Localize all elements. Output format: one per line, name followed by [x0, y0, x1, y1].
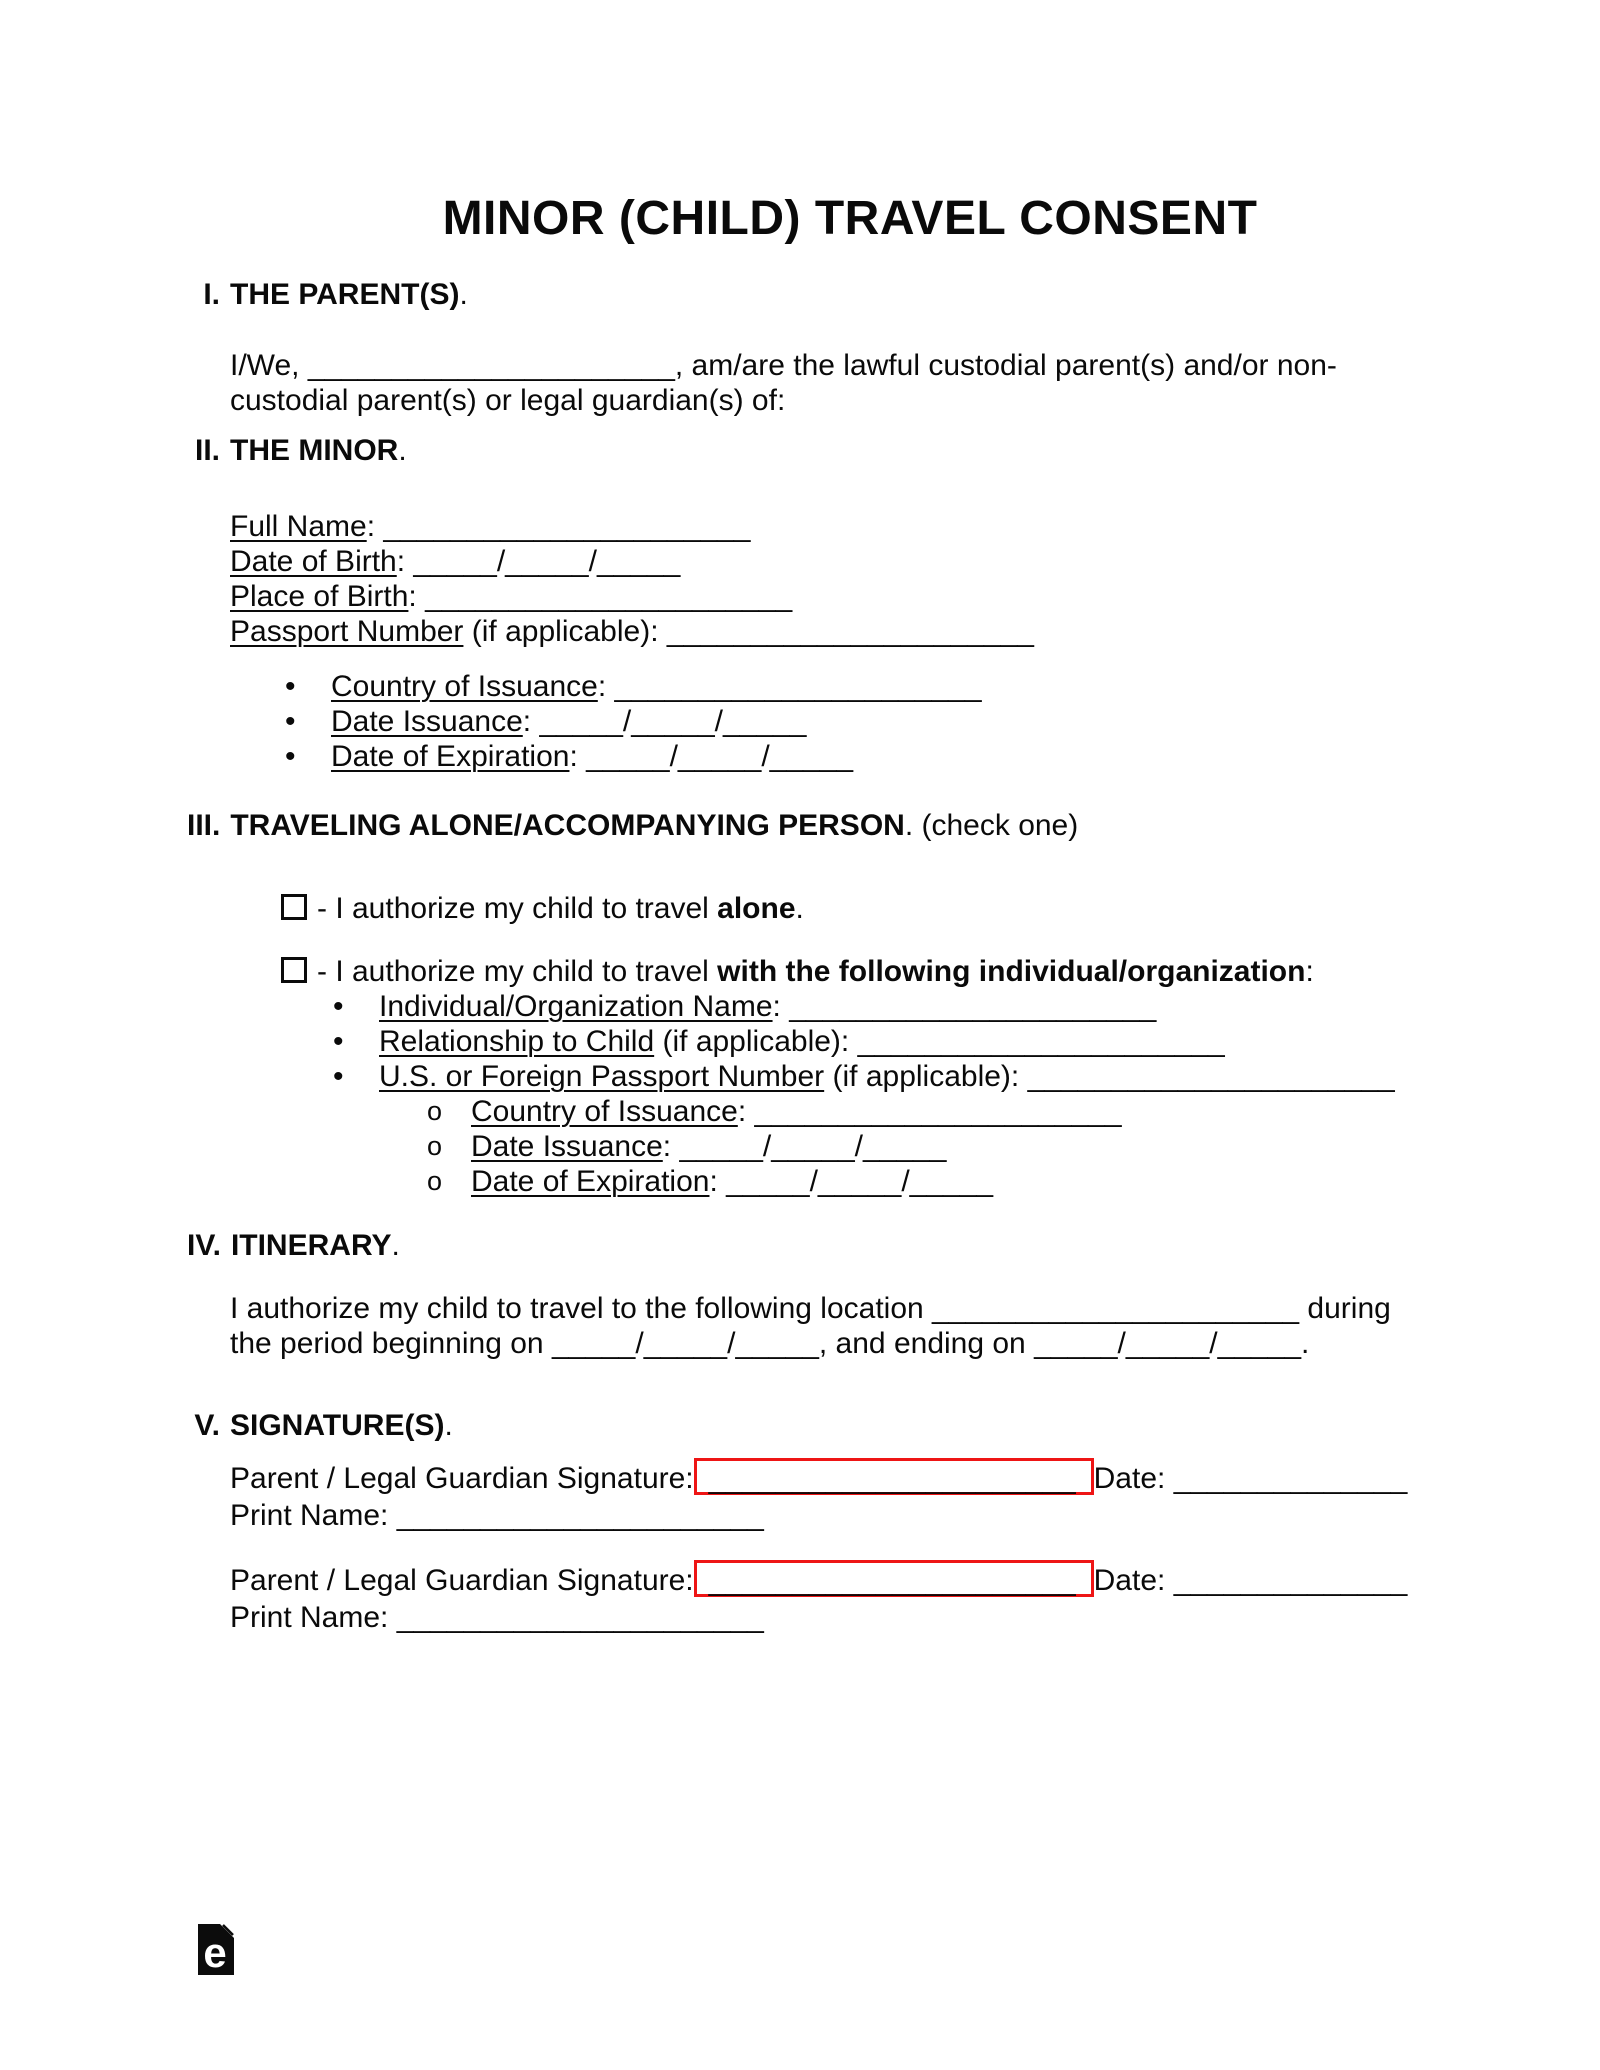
option-text: - I authorize my child to travel — [317, 955, 718, 988]
itinerary-line1 — [230, 1291, 1560, 1326]
accompanying-person-details — [187, 989, 1560, 1199]
print-name-row-1 — [187, 1498, 1560, 1533]
print-name-blank-1[interactable]: ______________________ — [396, 1499, 764, 1532]
itinerary-line2 — [230, 1326, 1560, 1361]
signature-row-2 — [187, 1560, 1560, 1598]
eforms-logo-icon — [198, 1924, 234, 1975]
section-heading-minor — [187, 433, 1560, 468]
field-separator: : — [408, 580, 426, 613]
bullet-icon: • — [333, 1025, 344, 1058]
circle-bullet-icon: o — [427, 1131, 443, 1161]
date-of-birth-blank[interactable]: _____/_____/_____ — [413, 545, 681, 578]
bullet-icon: • — [285, 670, 296, 703]
us-foreign-passport-number-blank[interactable]: ______________________ — [1027, 1060, 1395, 1093]
field-label: Country of Issuance — [471, 1095, 738, 1128]
field-label: Date of Expiration — [471, 1165, 710, 1198]
parent-statement-line1 — [230, 348, 1560, 383]
full-name-blank[interactable]: ______________________ — [383, 510, 751, 543]
signature-row-1 — [187, 1458, 1560, 1496]
accompanying-country-of-issuance-blank[interactable]: ______________________ — [754, 1095, 1122, 1128]
print-name-blank-2[interactable]: ______________________ — [396, 1601, 764, 1634]
field-place-of-birth — [230, 579, 1560, 614]
field-label: Date of Birth — [230, 545, 397, 578]
field-separator: : — [709, 1165, 727, 1198]
section-title: TRAVELING ALONE/ACCOMPANYING PERSON — [230, 809, 905, 842]
date-label: Date: — [1093, 1462, 1174, 1495]
parent-names-blank[interactable]: ______________________ — [307, 349, 675, 382]
country-of-issuance-blank[interactable]: ______________________ — [614, 670, 982, 703]
date-label: Date: — [1093, 1564, 1174, 1597]
option-travel-alone — [187, 891, 1560, 926]
field-separator: : — [396, 545, 414, 578]
bullet-icon: • — [285, 740, 296, 773]
statement-text: the period beginning on — [230, 1327, 552, 1360]
field-label: Country of Issuance — [331, 670, 598, 703]
minor-fields — [187, 509, 1560, 649]
signature-line[interactable]: ______________________ — [708, 1564, 1076, 1597]
sublist-item-date-of-expiration — [187, 1164, 1560, 1199]
bullet-icon: • — [333, 990, 344, 1023]
section-number: III. — [187, 809, 221, 842]
travel-location-blank[interactable]: ______________________ — [932, 1292, 1300, 1325]
relationship-to-child-blank[interactable]: ______________________ — [857, 1025, 1225, 1058]
list-item-us-foreign-passport-number — [187, 1059, 1560, 1094]
sublist-item-country-of-issuance — [187, 1094, 1560, 1129]
section-suffix: . — [398, 434, 407, 467]
field-separator: : — [737, 1095, 755, 1128]
logo-letter: e — [203, 1929, 227, 1975]
field-separator: : — [366, 510, 384, 543]
section-title: SIGNATURE(S) — [230, 1409, 445, 1442]
field-separator: : — [662, 1130, 680, 1163]
place-of-birth-blank[interactable]: ______________________ — [425, 580, 793, 613]
print-name-label: Print Name: — [230, 1499, 397, 1532]
section-heading-traveling — [187, 808, 1560, 843]
list-item-date-issuance — [187, 704, 1560, 739]
parent-statement-line2: custodial parent(s) or legal guardian(s) of: — [230, 384, 786, 417]
section-suffix: . — [391, 1229, 400, 1262]
field-label: Date Issuance — [331, 705, 523, 738]
field-label: U.S. or Foreign Passport Number — [379, 1060, 825, 1093]
list-item-relationship-to-child — [187, 1024, 1560, 1059]
section-title: ITINERARY — [230, 1229, 392, 1262]
statement-text: during — [1299, 1292, 1391, 1325]
field-full-name — [230, 509, 1560, 544]
field-label: Full Name — [230, 510, 367, 543]
section-number: II. — [194, 434, 220, 467]
option-text: - I authorize my child to travel — [317, 892, 718, 925]
section-suffix: . — [459, 278, 468, 311]
section-heading-parents — [187, 277, 1560, 312]
section-number: IV. — [187, 1229, 221, 1262]
list-item-country-of-issuance — [187, 669, 1560, 704]
section-heading-itinerary — [187, 1228, 1560, 1263]
section-suffix: . — [444, 1409, 453, 1442]
begin-date-blank[interactable]: _____/_____/_____ — [551, 1327, 819, 1360]
signature-field-1[interactable] — [694, 1458, 1094, 1495]
option-text-bold: alone — [717, 892, 796, 925]
list-item-date-of-expiration — [187, 739, 1560, 774]
field-separator: : — [569, 740, 587, 773]
field-label: Date of Expiration — [331, 740, 570, 773]
section-title: THE MINOR — [230, 434, 399, 467]
statement-text: , and ending on — [818, 1327, 1035, 1360]
print-name-row-2 — [187, 1600, 1560, 1635]
sublist-item-date-issuance — [187, 1129, 1560, 1164]
signature-line[interactable]: ______________________ — [708, 1462, 1076, 1495]
field-label: Relationship to Child — [379, 1025, 655, 1058]
bullet-icon: • — [285, 705, 296, 738]
accompanying-date-of-expiration-blank[interactable]: _____/_____/_____ — [726, 1165, 994, 1198]
section-number: I. — [203, 278, 220, 311]
field-label: Individual/Organization Name — [379, 990, 773, 1023]
section-heading-signatures — [187, 1408, 1560, 1443]
minor-passport-details — [187, 669, 1560, 774]
field-label: Place of Birth — [230, 580, 409, 613]
signature-date-blank-2[interactable]: ______________ — [1173, 1564, 1408, 1597]
itinerary-statement — [187, 1291, 1560, 1361]
print-name-label: Print Name: — [230, 1601, 397, 1634]
section-title: THE PARENT(S) — [230, 278, 460, 311]
signature-label: Parent / Legal Guardian Signature: — [230, 1462, 694, 1495]
option-text: . — [795, 892, 804, 925]
signature-field-2[interactable] — [694, 1560, 1094, 1597]
field-label: Date Issuance — [471, 1130, 663, 1163]
section-number: V. — [194, 1409, 220, 1442]
circle-bullet-icon: o — [427, 1166, 443, 1196]
accompanying-date-issuance-blank[interactable]: _____/_____/_____ — [679, 1130, 947, 1163]
parent-statement — [187, 348, 1560, 418]
option-travel-with — [187, 954, 1560, 989]
passport-number-blank[interactable]: ______________________ — [666, 615, 1034, 648]
circle-bullet-icon: o — [427, 1096, 443, 1126]
statement-text: . — [1301, 1327, 1310, 1360]
field-separator: : — [772, 990, 790, 1023]
checkbox-travel-with[interactable] — [281, 957, 307, 983]
statement-text: I authorize my child to travel to the following location — [230, 1292, 933, 1325]
checkbox-travel-alone[interactable] — [281, 894, 307, 920]
end-date-blank[interactable]: _____/_____/_____ — [1034, 1327, 1302, 1360]
signature-date-blank-1[interactable]: ______________ — [1173, 1462, 1408, 1495]
document-title: MINOR (CHILD) TRAVEL CONSENT — [442, 192, 1258, 245]
field-label: Passport Number — [230, 615, 464, 648]
list-item-individual-organization-name — [187, 989, 1560, 1024]
field-separator: : — [522, 705, 540, 738]
option-text-bold: with the following individual/organization — [717, 955, 1306, 988]
field-separator: : — [597, 670, 615, 703]
field-separator: (if applicable): — [824, 1060, 1028, 1093]
field-date-of-birth — [230, 544, 1560, 579]
bullet-icon: • — [333, 1060, 344, 1093]
date-of-expiration-blank[interactable]: _____/_____/_____ — [586, 740, 854, 773]
individual-organization-name-blank[interactable]: ______________________ — [789, 990, 1157, 1023]
date-issuance-blank[interactable]: _____/_____/_____ — [539, 705, 807, 738]
field-separator: (if applicable): — [654, 1025, 858, 1058]
statement-text: , am/are the lawful custodial parent(s) and/or non- — [674, 349, 1337, 382]
signature-label: Parent / Legal Guardian Signature: — [230, 1564, 694, 1597]
field-passport-number — [230, 614, 1560, 649]
section-suffix: . (check one) — [904, 809, 1079, 842]
statement-text: I/We, — [230, 349, 308, 382]
field-separator: (if applicable): — [463, 615, 667, 648]
option-text: : — [1305, 955, 1314, 988]
